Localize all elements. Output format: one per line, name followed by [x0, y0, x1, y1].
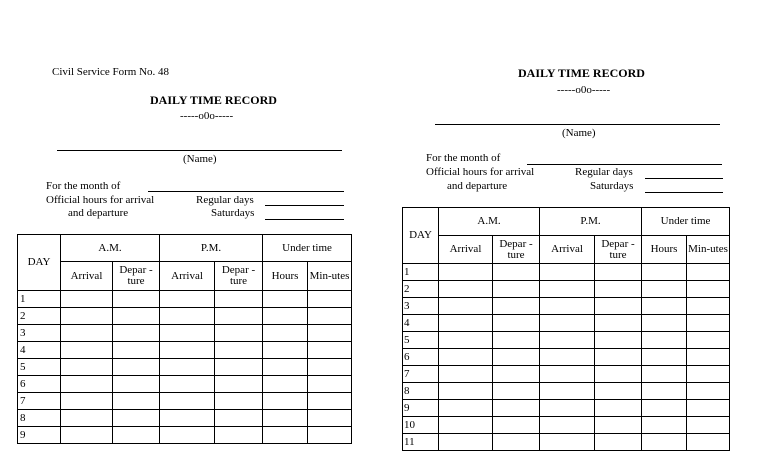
- day-number: 9: [18, 427, 61, 444]
- time-entry-cell[interactable]: [263, 342, 308, 359]
- table-row: [18, 342, 352, 359]
- time-entry-cell[interactable]: [687, 349, 730, 366]
- time-entry-cell[interactable]: [540, 332, 595, 349]
- time-entry-cell[interactable]: [263, 325, 308, 342]
- time-entry-cell[interactable]: [215, 410, 263, 427]
- time-entry-cell[interactable]: [61, 393, 113, 410]
- day-number: 8: [403, 383, 439, 400]
- time-entry-cell[interactable]: [540, 434, 595, 451]
- time-entry-cell[interactable]: [642, 383, 687, 400]
- time-entry-cell[interactable]: [687, 298, 730, 315]
- time-entry-cell[interactable]: [160, 342, 215, 359]
- time-entry-cell[interactable]: [642, 298, 687, 315]
- time-entry-cell[interactable]: [308, 393, 352, 410]
- time-entry-cell[interactable]: [595, 332, 642, 349]
- time-entry-cell[interactable]: [439, 298, 493, 315]
- time-entry-cell[interactable]: [687, 417, 730, 434]
- time-entry-cell[interactable]: [113, 359, 160, 376]
- time-entry-cell[interactable]: [595, 400, 642, 417]
- table-row: [403, 400, 730, 417]
- time-record-table: [402, 207, 730, 451]
- time-entry-cell[interactable]: [160, 359, 215, 376]
- time-entry-cell[interactable]: [642, 434, 687, 451]
- time-entry-cell[interactable]: [687, 366, 730, 383]
- table-row: [403, 315, 730, 332]
- time-entry-cell[interactable]: [493, 417, 540, 434]
- day-number: 1: [403, 264, 439, 281]
- time-entry-cell[interactable]: [540, 417, 595, 434]
- regular-days-label: Regular days: [575, 166, 633, 178]
- time-entry-cell[interactable]: [113, 291, 160, 308]
- time-entry-cell[interactable]: [540, 366, 595, 383]
- month-label: For the month of: [46, 180, 121, 192]
- separator: -----o0o-----: [180, 110, 234, 122]
- am-departure-header: Depar -ture: [493, 236, 540, 264]
- time-entry-cell[interactable]: [687, 264, 730, 281]
- day-number: 1: [18, 291, 61, 308]
- time-entry-cell[interactable]: [308, 410, 352, 427]
- page-title: DAILY TIME RECORD: [150, 93, 277, 107]
- time-entry-cell[interactable]: [113, 342, 160, 359]
- time-entry-cell[interactable]: [308, 325, 352, 342]
- time-entry-cell[interactable]: [61, 410, 113, 427]
- table-row: [18, 325, 352, 342]
- time-entry-cell[interactable]: [61, 359, 113, 376]
- saturdays-line[interactable]: [265, 219, 344, 220]
- time-entry-cell[interactable]: [215, 376, 263, 393]
- am-header: A.M.: [439, 208, 540, 236]
- table-row: [403, 332, 730, 349]
- day-number: 2: [18, 308, 61, 325]
- day-number: 4: [18, 342, 61, 359]
- time-entry-cell[interactable]: [439, 417, 493, 434]
- table-row: [403, 366, 730, 383]
- time-entry-cell[interactable]: [687, 315, 730, 332]
- undertime-header: Under time: [642, 208, 730, 236]
- time-entry-cell[interactable]: [540, 383, 595, 400]
- day-number: 6: [18, 376, 61, 393]
- time-entry-cell[interactable]: [113, 410, 160, 427]
- time-entry-cell[interactable]: [61, 376, 113, 393]
- minutes-header: Min-utes: [687, 236, 730, 264]
- time-entry-cell[interactable]: [642, 400, 687, 417]
- saturdays-line[interactable]: [645, 192, 723, 193]
- time-entry-cell[interactable]: [439, 264, 493, 281]
- am-departure-header: Depar -ture: [113, 262, 160, 291]
- month-line[interactable]: [148, 191, 344, 192]
- am-header: A.M.: [61, 235, 160, 262]
- time-entry-cell[interactable]: [61, 342, 113, 359]
- time-entry-cell[interactable]: [160, 410, 215, 427]
- time-entry-cell[interactable]: [113, 376, 160, 393]
- time-entry-cell[interactable]: [595, 349, 642, 366]
- pm-departure-header: Depar -ture: [215, 262, 263, 291]
- time-entry-cell[interactable]: [113, 308, 160, 325]
- table-row: [18, 410, 352, 427]
- time-entry-cell[interactable]: [687, 434, 730, 451]
- time-entry-cell[interactable]: [493, 264, 540, 281]
- time-entry-cell[interactable]: [642, 366, 687, 383]
- time-entry-cell[interactable]: [61, 291, 113, 308]
- page-title: DAILY TIME RECORD: [518, 66, 645, 80]
- time-entry-cell[interactable]: [595, 434, 642, 451]
- time-entry-cell[interactable]: [263, 393, 308, 410]
- time-entry-cell[interactable]: [160, 376, 215, 393]
- table-row: [403, 264, 730, 281]
- saturdays-label: Saturdays: [590, 180, 634, 192]
- table-row: [18, 376, 352, 393]
- table-row: [18, 291, 352, 308]
- day-number: 8: [18, 410, 61, 427]
- day-header: DAY: [18, 235, 61, 291]
- time-entry-cell[interactable]: [540, 264, 595, 281]
- time-entry-cell[interactable]: [160, 308, 215, 325]
- official-hours-label-2: and departure: [68, 207, 129, 219]
- table-row: [403, 281, 730, 298]
- table-row: [403, 383, 730, 400]
- name-line: [435, 124, 720, 125]
- time-entry-cell[interactable]: [642, 264, 687, 281]
- time-entry-cell[interactable]: [493, 434, 540, 451]
- time-entry-cell[interactable]: [595, 383, 642, 400]
- name-line: [57, 150, 342, 151]
- time-entry-cell[interactable]: [493, 315, 540, 332]
- time-entry-cell[interactable]: [540, 349, 595, 366]
- time-entry-cell[interactable]: [687, 383, 730, 400]
- month-line[interactable]: [527, 164, 722, 165]
- day-number: 6: [403, 349, 439, 366]
- official-hours-label-2: and departure: [447, 180, 508, 192]
- time-entry-cell[interactable]: [263, 359, 308, 376]
- day-number: 7: [18, 393, 61, 410]
- time-entry-cell[interactable]: [439, 434, 493, 451]
- hours-header: Hours: [642, 236, 687, 264]
- time-entry-cell[interactable]: [642, 332, 687, 349]
- time-entry-cell[interactable]: [687, 281, 730, 298]
- day-number: 3: [403, 298, 439, 315]
- time-entry-cell[interactable]: [113, 393, 160, 410]
- separator: -----o0o-----: [557, 84, 611, 96]
- regular-days-line[interactable]: [265, 205, 344, 206]
- time-entry-cell[interactable]: [263, 376, 308, 393]
- name-label: (Name): [562, 127, 596, 139]
- time-entry-cell[interactable]: [215, 291, 263, 308]
- time-entry-cell[interactable]: [215, 308, 263, 325]
- pm-arrival-header: Arrival: [540, 236, 595, 264]
- time-entry-cell[interactable]: [595, 366, 642, 383]
- time-entry-cell[interactable]: [540, 281, 595, 298]
- table-row: [18, 359, 352, 376]
- saturdays-label: Saturdays: [211, 207, 255, 219]
- time-entry-cell[interactable]: [642, 315, 687, 332]
- regular-days-label: Regular days: [196, 194, 254, 206]
- day-number: 2: [403, 281, 439, 298]
- time-entry-cell[interactable]: [263, 291, 308, 308]
- form-number: Civil Service Form No. 48: [52, 66, 170, 78]
- time-entry-cell[interactable]: [113, 325, 160, 342]
- day-number: 9: [403, 400, 439, 417]
- name-label: (Name): [183, 153, 217, 165]
- time-entry-cell[interactable]: [540, 315, 595, 332]
- time-entry-cell[interactable]: [215, 359, 263, 376]
- time-record-table: [17, 234, 352, 444]
- time-entry-cell[interactable]: [595, 417, 642, 434]
- table-row: [403, 417, 730, 434]
- month-label: For the month of: [426, 152, 501, 164]
- time-entry-cell[interactable]: [493, 383, 540, 400]
- time-entry-cell[interactable]: [493, 349, 540, 366]
- time-entry-cell[interactable]: [493, 366, 540, 383]
- time-entry-cell[interactable]: [642, 417, 687, 434]
- day-number: 10: [403, 417, 439, 434]
- pm-header: P.M.: [540, 208, 642, 236]
- table-row: [18, 393, 352, 410]
- time-entry-cell[interactable]: [439, 332, 493, 349]
- official-hours-label: Official hours for arrival: [426, 166, 535, 178]
- time-entry-cell[interactable]: [595, 281, 642, 298]
- pm-arrival-header: Arrival: [160, 262, 215, 291]
- time-entry-cell[interactable]: [595, 264, 642, 281]
- undertime-header: Under time: [263, 235, 352, 262]
- time-entry-cell[interactable]: [540, 298, 595, 315]
- time-entry-cell[interactable]: [687, 400, 730, 417]
- am-arrival-header: Arrival: [439, 236, 493, 264]
- time-entry-cell[interactable]: [439, 315, 493, 332]
- time-entry-cell[interactable]: [308, 308, 352, 325]
- day-number: 3: [18, 325, 61, 342]
- table-row: [18, 308, 352, 325]
- time-entry-cell[interactable]: [160, 291, 215, 308]
- time-entry-cell[interactable]: [308, 376, 352, 393]
- day-number: 5: [403, 332, 439, 349]
- table-row: [403, 434, 730, 451]
- pm-header: P.M.: [160, 235, 263, 262]
- time-entry-cell[interactable]: [439, 349, 493, 366]
- time-entry-cell[interactable]: [642, 281, 687, 298]
- time-entry-cell[interactable]: [493, 332, 540, 349]
- time-entry-cell[interactable]: [439, 281, 493, 298]
- day-number: 7: [403, 366, 439, 383]
- time-entry-cell[interactable]: [263, 410, 308, 427]
- day-number: 5: [18, 359, 61, 376]
- time-entry-cell[interactable]: [215, 393, 263, 410]
- day-number: 11: [403, 434, 439, 451]
- regular-days-line[interactable]: [645, 178, 723, 179]
- time-entry-cell[interactable]: [160, 393, 215, 410]
- time-entry-cell[interactable]: [61, 325, 113, 342]
- time-entry-cell[interactable]: [595, 315, 642, 332]
- time-entry-cell[interactable]: [439, 383, 493, 400]
- time-entry-cell[interactable]: [493, 400, 540, 417]
- table-row: [403, 298, 730, 315]
- time-entry-cell[interactable]: [308, 359, 352, 376]
- time-entry-cell[interactable]: [540, 400, 595, 417]
- time-entry-cell[interactable]: [642, 349, 687, 366]
- time-entry-cell[interactable]: [439, 400, 493, 417]
- time-entry-cell[interactable]: [308, 291, 352, 308]
- time-entry-cell[interactable]: [215, 342, 263, 359]
- day-header: DAY: [403, 208, 439, 264]
- day-number: 4: [403, 315, 439, 332]
- time-entry-cell[interactable]: [308, 342, 352, 359]
- official-hours-label: Official hours for arrival: [46, 194, 155, 206]
- time-entry-cell[interactable]: [687, 332, 730, 349]
- time-entry-cell[interactable]: [493, 281, 540, 298]
- table-row: [403, 349, 730, 366]
- pm-departure-header: Depar -ture: [595, 236, 642, 264]
- minutes-header: Min-utes: [308, 262, 352, 291]
- time-entry-cell[interactable]: [160, 325, 215, 342]
- am-arrival-header: Arrival: [61, 262, 113, 291]
- time-entry-cell[interactable]: [215, 325, 263, 342]
- time-entry-cell[interactable]: [595, 298, 642, 315]
- time-entry-cell[interactable]: [439, 366, 493, 383]
- time-entry-cell[interactable]: [263, 308, 308, 325]
- hours-header: Hours: [263, 262, 308, 291]
- time-entry-cell[interactable]: [61, 308, 113, 325]
- time-entry-cell[interactable]: [493, 298, 540, 315]
